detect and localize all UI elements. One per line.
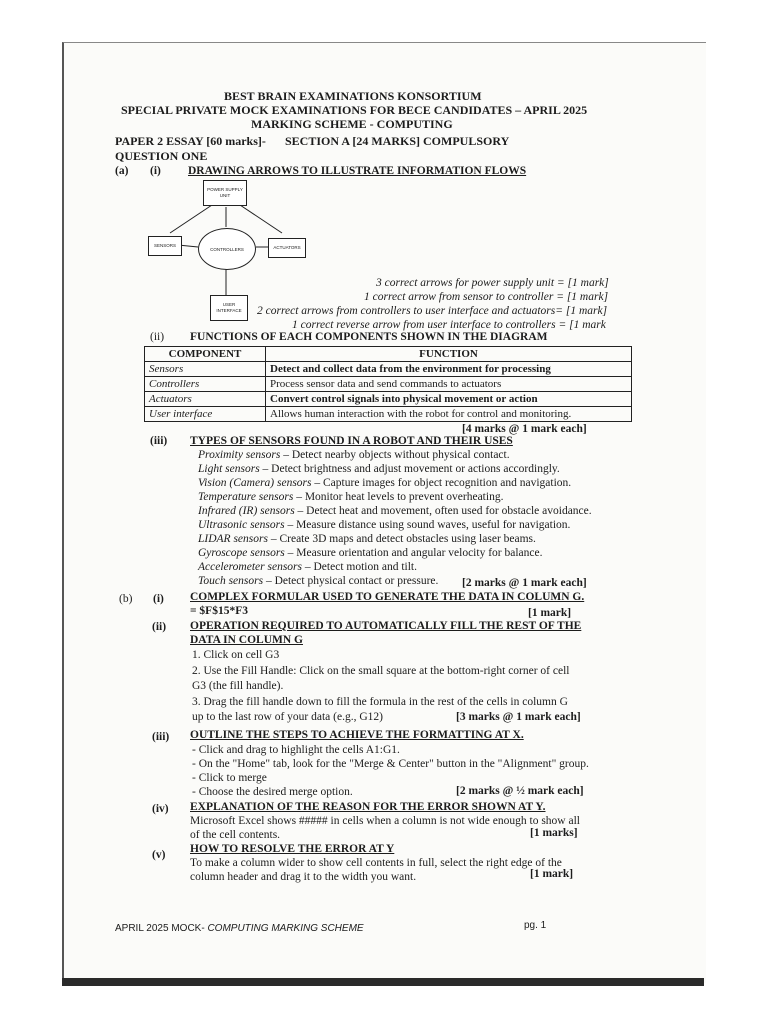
paper-label: PAPER 2 ESSAY [60 marks]- <box>115 134 266 148</box>
b-iii-heading: OUTLINE THE STEPS TO ACHIEVE THE FORMATTING AT X. <box>190 729 524 741</box>
b-iv-heading: EXPLANATION OF THE REASON FOR THE ERROR SHOWN AT Y. <box>190 801 546 813</box>
b-v-text-cont: column header and drag it to the width you want. <box>190 871 417 883</box>
b-v-text: To make a column wider to show cell contents in full, select the right edge of the <box>190 857 562 869</box>
b-v-heading: HOW TO RESOLVE THE ERROR AT Y <box>190 843 395 855</box>
table-row <box>145 407 632 422</box>
function-cell: Allows human interaction with the robot for control and monitoring. <box>266 407 632 422</box>
step-item: - On the "Home" tab, look for the "Merge & Center" button in the "Alignment" group. <box>192 758 589 770</box>
org-title: BEST BRAIN EXAMINATIONS KONSORTIUM <box>224 89 482 103</box>
a-iii-heading: TYPES OF SENSORS FOUND IN A ROBOT AND THEIR USES <box>190 435 513 447</box>
component-cell: Sensors <box>145 362 266 377</box>
a-i-number: (i) <box>150 165 161 177</box>
exam-title: SPECIAL PRIVATE MOCK EXAMINATIONS FOR BECE CANDIDATES – APRIL 2025 <box>121 103 588 117</box>
actuators-box: ACTUATORS <box>268 238 306 258</box>
step-item: 1. Click on cell G3 <box>192 649 280 661</box>
b-i-marks: [1 mark] <box>528 607 572 619</box>
a-iii-marks: [2 marks @ 1 mark each] <box>462 577 587 589</box>
step-item: - Click to merge <box>192 772 267 784</box>
mark-line: 1 correct arrow from sensor to controller = [1 mark] <box>364 291 609 303</box>
part-a-label: (a) <box>115 165 129 177</box>
step-item: - Click and drag to highlight the cells A1:G1. <box>192 744 400 756</box>
sensor-item: Vision (Camera) sensors – Capture images for object recognition and navigation. <box>198 477 572 489</box>
user-interface-box: USER INTERFACE <box>210 295 248 321</box>
b-i-number: (i) <box>153 593 164 605</box>
table-row <box>145 362 632 377</box>
sensor-item: Light sensors – Detect brightness and adjust movement or actions accordingly. <box>198 463 560 475</box>
part-b-label: (b) <box>119 593 133 605</box>
b-ii-heading-cont: DATA IN COLUMN G <box>190 634 303 646</box>
sensor-item: Accelerometer sensors – Detect motion and tilt. <box>198 561 417 573</box>
connector-power-sensors <box>170 205 212 233</box>
b-iv-marks: [1 marks] <box>530 827 578 839</box>
power-supply-box: POWER SUPPLY UNIT <box>203 180 247 206</box>
a-ii-marks: [4 marks @ 1 mark each] <box>462 423 587 435</box>
b-i-formula: = $F$15*F3 <box>190 605 248 617</box>
component-cell: Actuators <box>145 392 266 407</box>
sensor-item: Infrared (IR) sensors – Detect heat and movement, often used for obstacle avoidance. <box>198 505 592 517</box>
b-ii-marks: [3 marks @ 1 mark each] <box>456 711 581 723</box>
b-iii-number: (iii) <box>152 731 170 743</box>
a-iii-number: (iii) <box>150 435 168 447</box>
component-cell: User interface <box>145 407 266 422</box>
step-item: 2. Use the Fill Handle: Click on the small square at the bottom-right corner of cell <box>192 665 570 677</box>
sensors-box: SENSORS <box>148 236 182 256</box>
function-cell: Convert control signals into physical movement or action <box>266 392 632 407</box>
connector-power-actuators <box>240 205 282 233</box>
b-ii-heading: OPERATION REQUIRED TO AUTOMATICALLY FILL THE REST OF THE <box>190 620 582 632</box>
a-i-heading: DRAWING ARROWS TO ILLUSTRATE INFORMATION FLOWS <box>188 165 527 177</box>
sensor-item: Gyroscope sensors – Measure orientation and angular velocity for balance. <box>198 547 543 559</box>
mark-line: 1 correct reverse arrow from user interface to controllers = [1 mark <box>292 319 606 331</box>
sensor-item: Temperature sensors – Monitor heat levels to prevent overheating. <box>198 491 504 503</box>
question-label: QUESTION ONE <box>115 149 208 163</box>
sensor-item: LIDAR sensors – Create 3D maps and detect obstacles using laser beams. <box>198 533 536 545</box>
controllers-oval: CONTROLLERS <box>198 228 256 270</box>
b-iv-text-cont: of the cell contents. <box>190 829 281 841</box>
mark-line: 2 correct arrows from controllers to user interface and actuators= [1 mark] <box>257 305 608 317</box>
column-header: COMPONENT <box>145 347 266 362</box>
column-header: FUNCTION <box>266 347 632 362</box>
b-iii-marks: [2 marks @ ½ mark each] <box>456 785 584 797</box>
b-iv-text: Microsoft Excel shows ##### in cells when a column is not wide enough to show all <box>190 815 580 827</box>
mark-line: 3 correct arrows for power supply unit = [1 mark] <box>376 277 609 289</box>
step-item: G3 (the fill handle). <box>192 680 284 692</box>
page-number: pg. 1 <box>524 920 547 931</box>
step-item: 3. Drag the fill handle down to fill the formula in the rest of the cells in column G <box>192 696 568 708</box>
section-label: SECTION A [24 MARKS] COMPULSORY <box>285 134 510 148</box>
table-row <box>145 377 632 392</box>
component-cell: Controllers <box>145 377 266 392</box>
sensor-item: Proximity sensors – Detect nearby objects without physical contact. <box>198 449 510 461</box>
scan-edge <box>62 978 704 986</box>
step-item: - Choose the desired merge option. <box>192 786 353 798</box>
step-item: up to the last row of your data (e.g., G12) <box>192 711 383 723</box>
b-ii-number: (ii) <box>152 621 167 633</box>
sensor-item: Touch sensors – Detect physical contact or pressure. <box>198 575 439 587</box>
function-cell: Process sensor data and send commands to actuators <box>266 377 632 392</box>
sensor-item: Ultrasonic sensors – Measure distance using sound waves, useful for navigation. <box>198 519 571 531</box>
table-header-row <box>145 347 632 362</box>
scheme-title: MARKING SCHEME - COMPUTING <box>251 117 453 131</box>
a-ii-heading: FUNCTIONS OF EACH COMPONENTS SHOWN IN THE DIAGRAM <box>190 331 548 343</box>
b-v-number: (v) <box>152 849 166 861</box>
functions-table <box>144 346 632 422</box>
function-cell: Detect and collect data from the environment for processing <box>266 362 632 377</box>
b-iv-number: (iv) <box>152 803 169 815</box>
table-row <box>145 392 632 407</box>
b-v-marks: [1 mark] <box>530 868 574 880</box>
footer-title: APRIL 2025 MOCK- COMPUTING MARKING SCHEME <box>115 923 364 934</box>
b-i-heading: COMPLEX FORMULAR USED TO GENERATE THE DATA IN COLUMN G. <box>190 591 585 603</box>
a-ii-number: (ii) <box>150 331 165 343</box>
